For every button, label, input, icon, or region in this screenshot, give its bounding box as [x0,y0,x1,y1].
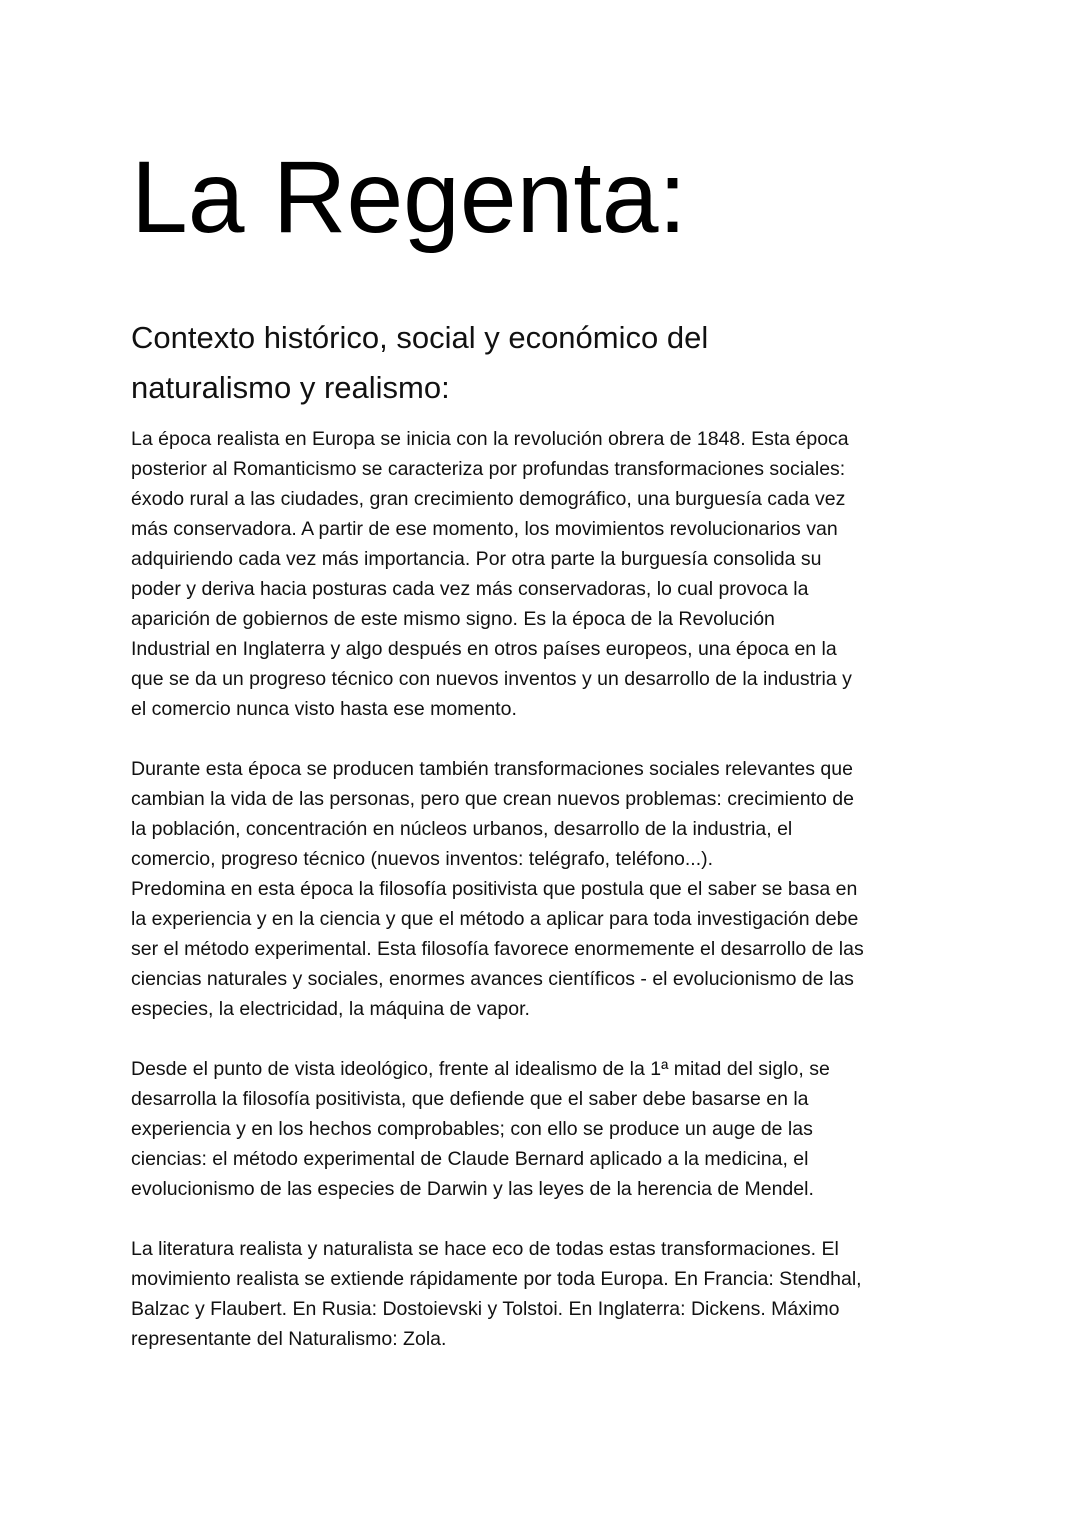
section-heading-line: naturalismo y realismo: [131,370,450,405]
paragraph-spacer [131,1024,971,1054]
paragraph [131,1054,971,1204]
section-heading-line: Contexto histórico, social y económico del [131,320,709,355]
paragraph [131,754,971,1024]
paragraph-line: Desde el punto de vista ideológico, frente al idealismo de la 1ª mitad del siglo, se [131,1058,830,1080]
paragraph-line: Durante esta época se producen también transformaciones sociales relevantes que [131,758,853,780]
paragraph-line: que se da un progreso técnico con nuevos inventos y un desarrollo de la industria y [131,668,852,690]
paragraph [131,424,971,724]
paragraph-line: ciencias: el método experimental de Claude Bernard aplicado a la medicina, el [131,1148,809,1170]
paragraph-line: cambian la vida de las personas, pero que crean nuevos problemas: crecimiento de [131,788,854,810]
paragraph-line: adquiriendo cada vez más importancia. Por otra parte la burguesía consolida su [131,548,822,570]
paragraph-line: aparición de gobiernos de este mismo signo. Es la época de la Revolución [131,608,775,630]
paragraph-line: el comercio nunca visto hasta ese momento. [131,698,517,720]
paragraph-line: evolucionismo de las especies de Darwin y las leyes de la herencia de Mendel. [131,1178,814,1200]
body-text [131,424,971,1354]
paragraph-line: Balzac y Flaubert. En Rusia: Dostoievski y Tolstoi. En Inglaterra: Dickens. Máximo [131,1298,840,1320]
paragraph-line: La época realista en Europa se inicia con la revolución obrera de 1848. Esta época [131,428,849,450]
paragraph-line: ciencias naturales y sociales, enormes avances científicos - el evolucionismo de las [131,968,854,990]
paragraph-line: la experiencia y en la ciencia y que el método a aplicar para toda investigación debe [131,908,859,930]
paragraph-line: especies, la electricidad, la máquina de vapor. [131,998,530,1020]
paragraph-line: ser el método experimental. Esta filosofía favorece enormemente el desarrollo de las [131,938,864,960]
paragraph-line: más conservadora. A partir de ese momento, los movimientos revolucionarios van [131,518,838,540]
paragraph-line: Predomina en esta época la filosofía positivista que postula que el saber se basa en [131,878,858,900]
paragraph-spacer [131,1204,971,1234]
paragraph-line: poder y deriva hacia posturas cada vez más conservadoras, lo cual provoca la [131,578,809,600]
paragraph-line: éxodo rural a las ciudades, gran crecimiento demográfico, una burguesía cada vez [131,488,846,510]
paragraph-line: representante del Naturalismo: Zola. [131,1328,447,1350]
paragraph [131,1234,971,1354]
paragraph-line: experiencia y en los hechos comprobables; con ello se produce un auge de las [131,1118,813,1140]
paragraph-line: Industrial en Inglaterra y algo después en otros países europeos, una época en la [131,638,837,660]
paragraph-line: movimiento realista se extiende rápidamente por toda Europa. En Francia: Stendhal, [131,1268,862,1290]
paragraph-line: posterior al Romanticismo se caracteriza por profundas transformaciones sociales: [131,458,846,480]
paragraph-spacer [131,724,971,754]
paragraph-line: desarrolla la filosofía positivista, que defiende que el saber debe basarse en la [131,1088,809,1110]
paragraph-line: comercio, progreso técnico (nuevos inventos: telégrafo, teléfono...). [131,848,714,870]
paragraph-line: la población, concentración en núcleos urbanos, desarrollo de la industria, el [131,818,793,840]
document-title: La Regenta: [131,140,687,254]
section-heading [131,313,951,413]
paragraph-line: La literatura realista y naturalista se hace eco de todas estas transformaciones. El [131,1238,839,1260]
